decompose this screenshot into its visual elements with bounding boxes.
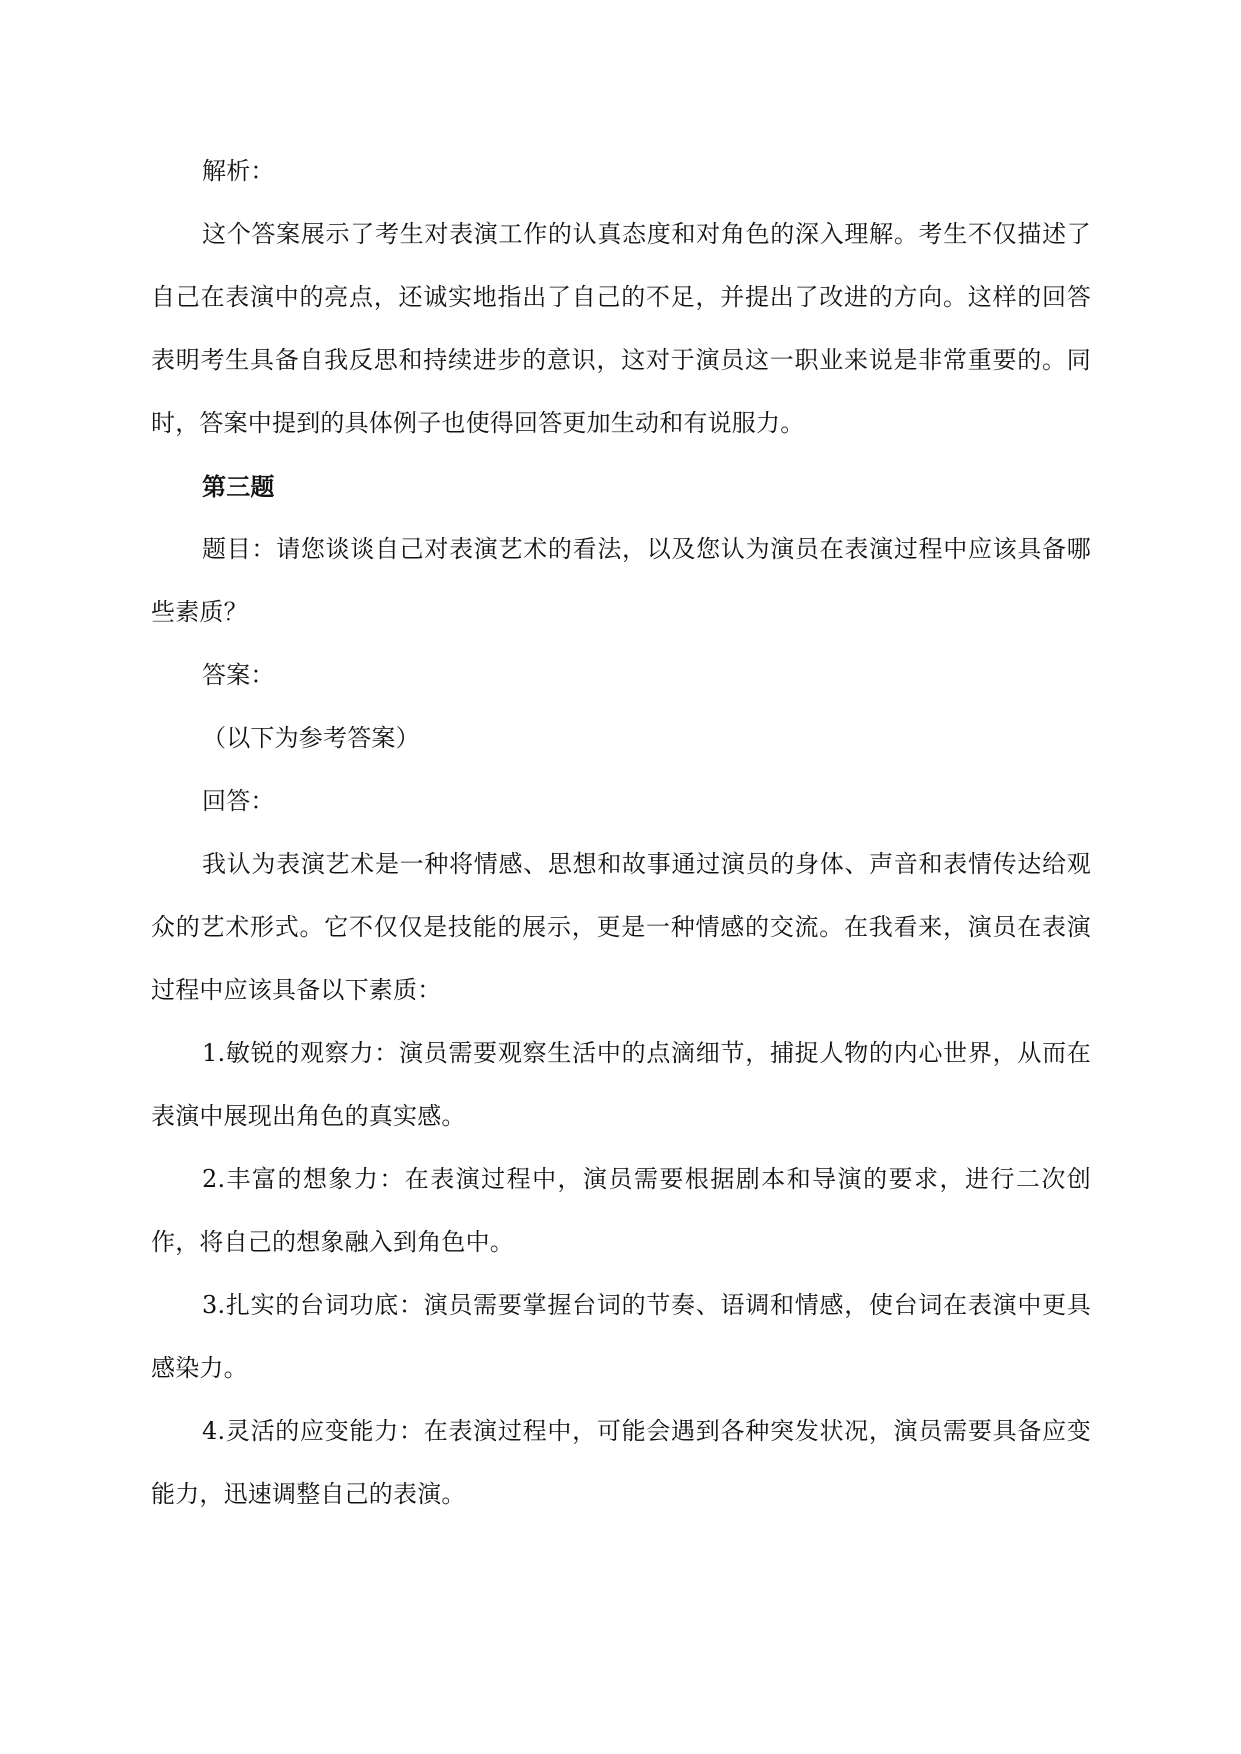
point-imagination: 2.丰富的想象力：在表演过程中，演员需要根据剧本和导演的要求，进行二次创作，将自己的想象融入到角色中。 bbox=[151, 1165, 1091, 1256]
reference-note: （以下为参考答案） bbox=[202, 724, 420, 752]
section-title: 第三题 bbox=[202, 472, 275, 501]
answer-label: 答案： bbox=[202, 661, 275, 689]
intro-paragraph: 我认为表演艺术是一种将情感、思想和故事通过演员的身体、声音和表情传达给观众的艺术形式。它不仅仅是技能的展示，更是一种情感的交流。在我看来，演员在表演过程中应该具备以下素质： bbox=[151, 850, 1091, 1004]
point-observation: 1.敏锐的观察力：演员需要观察生活中的点滴细节，捕捉人物的内心世界，从而在表演中展现出角色的真实感。 bbox=[151, 1039, 1091, 1130]
document-body bbox=[151, 140, 1091, 1526]
point-adaptability: 4.灵活的应变能力：在表演过程中，可能会遇到各种突发状况，演员需要具备应变能力，迅速调整自己的表演。 bbox=[151, 1417, 1091, 1508]
analysis-paragraph: 这个答案展示了考生对表演工作的认真态度和对角色的深入理解。考生不仅描述了自己在表演中的亮点，还诚实地指出了自己的不足，并提出了改进的方向。这样的回答表明考生具备自我反思和持续进步的意识，这对于演员这一职业来说是非常重要的。同时，答案中提到的具体例子也使得回答更加生动和有说服力。 bbox=[151, 220, 1091, 437]
question-paragraph: 题目：请您谈谈自己对表演艺术的看法，以及您认为演员在表演过程中应该具备哪些素质？ bbox=[151, 535, 1091, 626]
point-lines: 3.扎实的台词功底：演员需要掌握台词的节奏、语调和情感，使台词在表演中更具感染力。 bbox=[151, 1291, 1091, 1382]
response-label: 回答： bbox=[202, 787, 275, 815]
analysis-label: 解析： bbox=[202, 157, 275, 185]
